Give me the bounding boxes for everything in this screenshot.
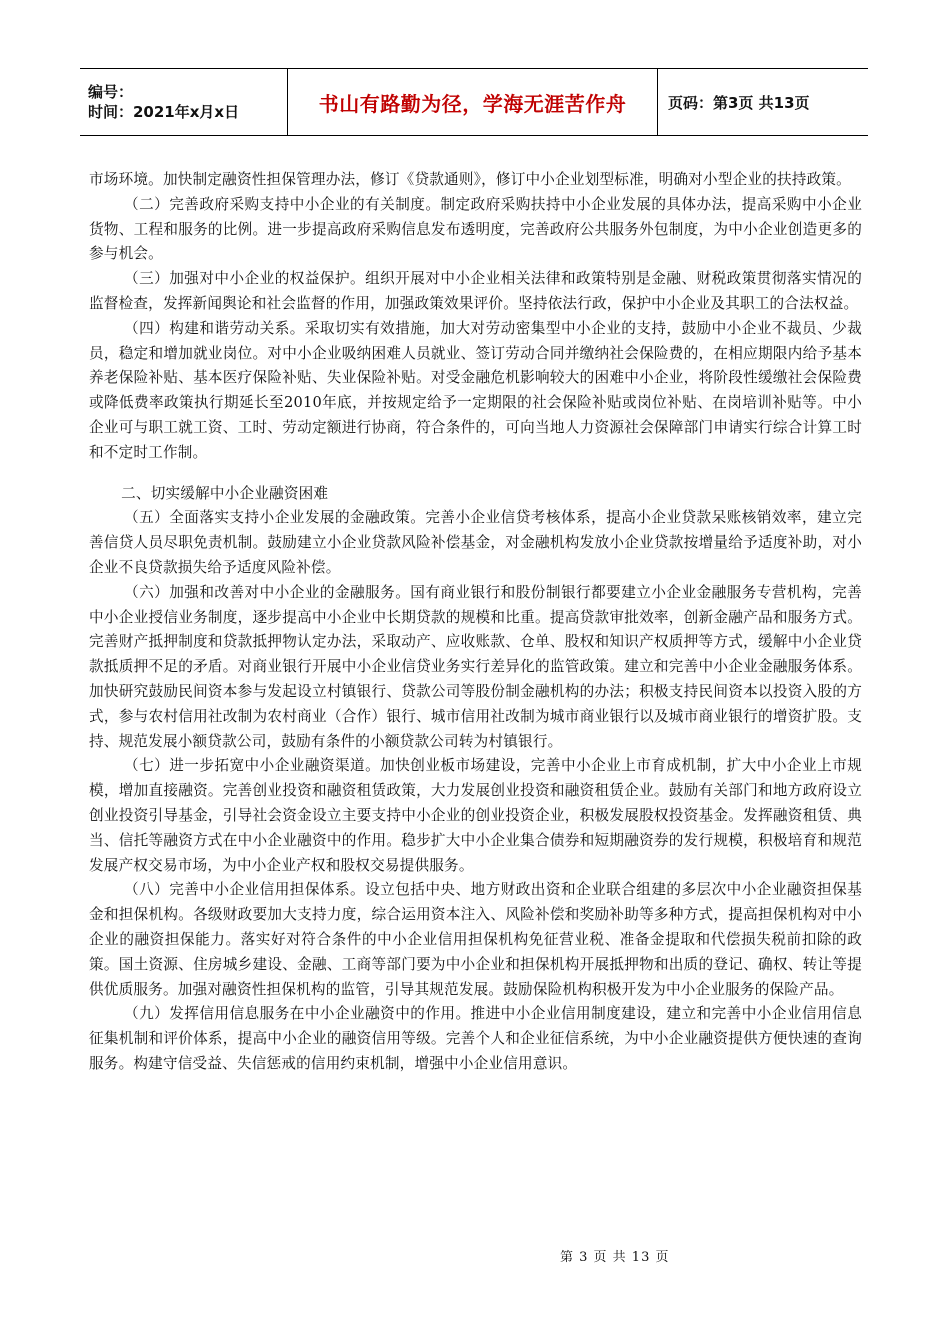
paragraph-item-8: （八）完善中小企业信用担保体系。设立包括中央、地方财政出资和企业联合组建的多层次中小企业融资担保基金和担保机构。各级财政要加大支持力度，综合运用资本注入、风险补偿和奖励补助等多种方式，提高担保机构对中小企业的融资担保能力。落实好对符合条件的中小企业信用担保机构免征营业税、准备金提取和代偿损失税前扣除的政策。国土资源、住房城乡建设、金融、工商等部门要为中小企业和担保机构开展抵押物和出质的登记、确权、转让等提供优质服务。加强对融资性担保机构的监管，引导其规范发展。鼓励保险机构积极开发为中小企业服务的保险产品。	[89, 881, 862, 998]
paragraph-item-7: （七）进一步拓宽中小企业融资渠道。加快创业板市场建设，完善中小企业上市育成机制，扩大中小企业上市规模，增加直接融资。完善创业投资和融资租赁政策，大力发展创业投资和融资租赁企业。鼓励有关部门和地方政府设立创业投资引导基金，引导社会资金设立主要支持中小企业的创业投资企业，积极发展股权投资基金。发挥融资租赁、典当、信托等融资方式在中小企业融资中的作用。稳步扩大中小企业集合债券和短期融资券的发行规模，积极培育和规范发展产权交易市场，为中小企业产权和股权交易提供服务。	[89, 757, 862, 874]
paragraph-item-2: （二）完善政府采购支持中小企业的有关制度。制定政府采购扶持中小企业发展的具体办法，提高采购中小企业货物、工程和服务的比例。进一步提高政府采购信息发布透明度，完善政府公共服务外包制度，为中小企业创造更多的参与机会。	[89, 195, 862, 263]
document-number-label: 编号：	[88, 83, 134, 101]
paragraph-item-9: （九）发挥信用信息服务在中小企业融资中的作用。推进中小企业信用制度建设，建立和完善中小企业信用信息征集机制和评价体系，提高中小企业的融资信用等级。完善个人和企业征信系统，为中小企业融资提供方便快速的查询服务。构建守信受益、失信惩戒的信用约束机制，增强中小企业信用意识。	[89, 1005, 862, 1072]
paragraph-item-3: （三）加强对中小企业的权益保护。组织开展对中小企业相关法律和政策特别是金融、财税政策贯彻落实情况的监督检查，发挥新闻舆论和社会监督的作用，加强政策效果评价。坚持依法行政，保护中小企业及其职工的合法权益。	[89, 270, 862, 312]
header-meta	[80, 69, 288, 135]
page-footer	[560, 1246, 760, 1265]
section-heading: 二、切实缓解中小企业融资困难	[121, 484, 329, 502]
footer-page-number: 第 3 页 共 13 页	[560, 1250, 670, 1265]
paragraph-item-4: （四）构建和谐劳动关系。采取切实有效措施，加大对劳动密集型中小企业的支持，鼓励中小企业不裁员、少裁员，稳定和增加就业岗位。对中小企业吸纳困难人员就业、签订劳动合同并缴纳社会保险费的，在相应期限内给予基本养老保险补贴、基本医疗保险补贴、失业保险补贴。对受金融危机影响较大的困难中小企业，将阶段性缓缴社会保险费或降低费率政策执行期延长至2010年底，并按规定给予一定期限的社会保险补贴或岗位补贴、在岗培训补贴等。中小企业可与职工就工资、工时、劳动定额进行协商，符合条件的，可向当地人力资源社会保障部门申请实行综合计算工时和不定时工作制。	[89, 319, 862, 461]
paragraph-item-6: （六）加强和改善对中小企业的金融服务。国有商业银行和股份制银行都要建立小企业金融服务专营机构，完善中小企业授信业务制度，逐步提高中小企业中长期贷款的规模和比重。提高贷款审批效率，创新金融产品和服务方式。完善财产抵押制度和贷款抵押物认定办法，采取动产、应收账款、仓单、股权和知识产权质押等方式，缓解中小企业贷款抵质押不足的矛盾。对商业银行开展中小企业信贷业务实行差异化的监管政策。建立和完善中小企业金融服务体系。加快研究鼓励民间资本参与发起设立村镇银行、贷款公司等股份制金融机构的办法；积极支持民间资本以投资入股的方式，参与农村信用社改制为农村商业（合作）银行、城市信用社改制为城市商业银行以及城市商业银行的增资扩股。支持、规范发展小额贷款公司，鼓励有条件的小额贷款公司转为村镇银行。	[89, 583, 862, 750]
paragraph-continuation: 市场环境。加快制定融资性担保管理办法，修订《贷款通则》，修订中小企业划型标准，明确对小型企业的扶持政策。	[89, 171, 851, 188]
document-time-label: 时间：2021年x月x日	[88, 103, 240, 121]
document-body	[89, 168, 862, 1077]
header-page-info	[658, 69, 868, 135]
page-number-label: 页码：第3页 共13页	[668, 93, 810, 112]
header-motto	[288, 69, 658, 135]
paragraph-item-5: （五）全面落实支持小企业发展的金融政策。完善小企业信贷考核体系，提高小企业贷款呆账核销效率，建立完善信贷人员尽职免责机制。鼓励建立小企业贷款风险补偿基金，对金融机构发放小企业贷款按增量给予适度补助，对小企业不良贷款损失给予适度风险补偿。	[89, 509, 862, 576]
motto-text: 书山有路勤为径，学海无涯苦作舟	[318, 91, 627, 116]
page-header	[80, 68, 868, 136]
